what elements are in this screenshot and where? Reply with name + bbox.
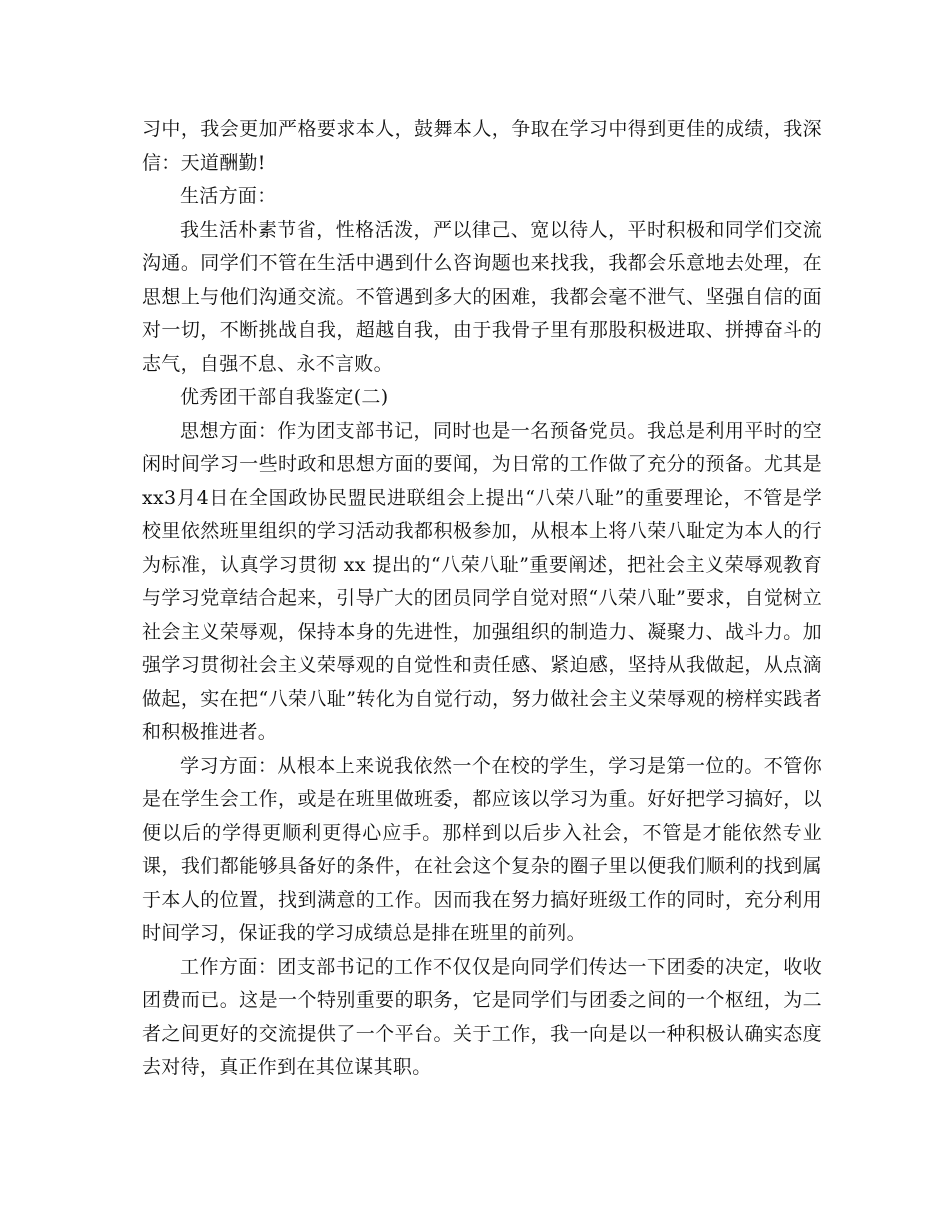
document-subtitle: 优秀团干部自我鉴定(二): [180, 386, 389, 408]
paragraph-life: 我生活朴素节省，性格活泼，严以律己、宽以待人，平时积极和同学们交流沟通。同学们不管在生活中遇到什么咨询题也来找我，我都会乐意地去处理，在思想上与他们沟通交流。不管遇到多大的困难，我都会毫不泄气、坚强自信的面对一切，不断挑战自我，超越自我，由于我骨子里有那股积极进取、拼搏奋斗的志气，自强不息、永不言败。: [142, 218, 822, 375]
paragraph-study: 学习方面：从根本上来说我依然一个在校的学生，学习是第一位的。不管你是在学生会工作，或是在班里做班委，都应该以学习为重。好好把学习搞好，以便以后的学得更顺利更得心应手。那样到以后步入社会，不管是才能依然专业课，我们都能够具备好的条件，在社会这个复杂的圈子里以便我们顺利的找到属于本人的位置，找到满意的工作。因而我在努力搞好班级工作的同时，充分利用时间学习，保证我的学习成绩总是排在班里的前列。: [142, 754, 822, 944]
paragraph-work: 工作方面：团支部书记的工作不仅仅是向同学们传达一下团委的决定，收收团费而已。这是一个特别重要的职务，它是同学们与团委之间的一个枢纽，为二者之间更好的交流提供了一个平台。关于工作，我一向是以一种积极认确实态度去对待，真正作到在其位谋其职。: [142, 955, 822, 1078]
paragraph-continuation: 习中，我会更加严格要求本人，鼓舞本人，争取在学习中得到更佳的成绩，我深信：天道酬勤!: [142, 118, 822, 174]
document-body: [142, 113, 822, 1085]
paragraph-thought: 思想方面：作为团支部书记，同时也是一名预备党员。我总是利用平时的空闲时间学习一些时政和思想方面的要闻，为日常的工作做了充分的预备。尤其是 xx3月4日在全国政协民盟民进联组会上提出“八荣八耻”的重要理论，不管是学校里依然班里组织的学习活动我都积极参加，从根本上将八荣八耻定为本人的行为标准，认真学习贯彻 xx 提出的“八荣八耻”重要阐述，把社会主义荣辱观教育与学习党章结合起来，引导广大的团员同学自觉对照“八荣八耻”要求，自觉树立社会主义荣辱观，保持本身的先进性，加强组织的制造力、凝聚力、战斗力。加强学习贯彻社会主义荣辱观的自觉性和责任感、紧迫感，坚持从我做起，从点滴做起，实在把“八荣八耻”转化为自觉行动，努力做社会主义荣辱观的榜样实践者和积极推进者。: [142, 419, 822, 743]
section-heading-life: 生活方面：: [180, 185, 277, 207]
